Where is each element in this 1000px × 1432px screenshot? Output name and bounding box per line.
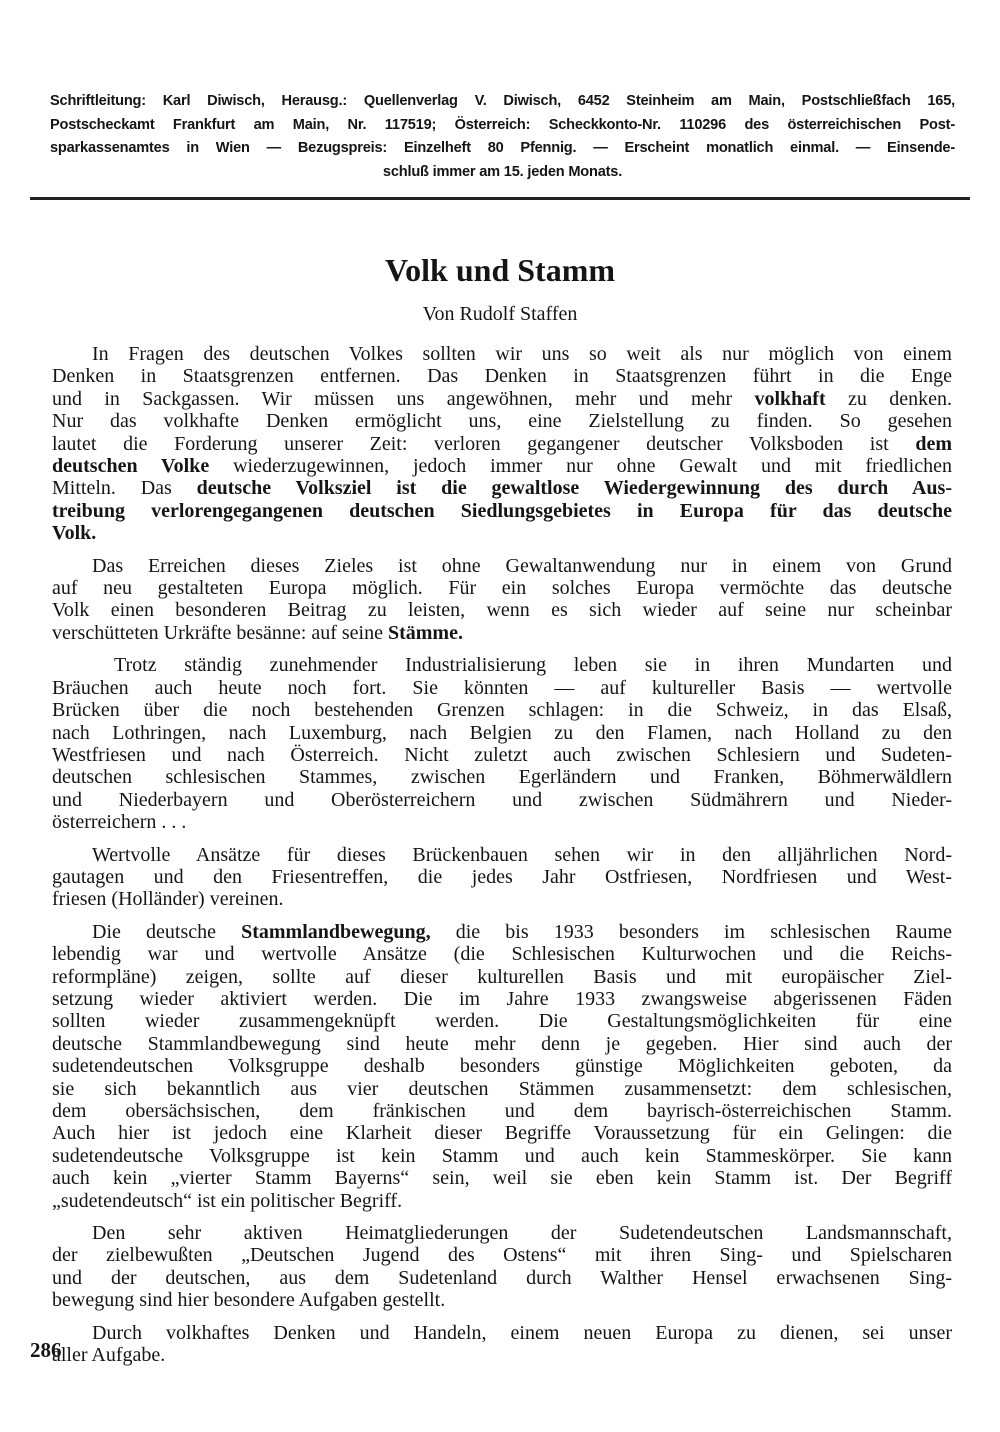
paragraph: [52, 1322, 952, 1367]
text-line: sollten wieder zusammengeknüpft werden. Die Gestaltungsmöglichkeiten für eine: [52, 1010, 952, 1033]
article-body: [52, 343, 952, 1376]
text-line: deutsche Stammlandbewegung sind heute mehr denn je gegeben. Hier sind auch der: [52, 1032, 952, 1055]
text-line: der zielbewußten „Deutschen Jugend des Ostens“ mit ihren Sing- und Spielscharen: [52, 1244, 952, 1267]
imprint-line: Postscheckamt Frankfurt am Main, Nr. 117519; Österreich: Scheckkonto-Nr. 110296 des österreichischen Post-: [50, 116, 955, 133]
masthead-imprint: [50, 90, 955, 184]
article-byline: Von Rudolf Staffen: [422, 303, 578, 325]
text-line: sudetendeutsche Volksgruppe ist kein Stamm und auch kein Stammeskörper. Sie kann: [52, 1144, 952, 1167]
text-line: Nur das volkhafte Denken ermöglicht uns, eine Zielstellung zu finden. So gesehen: [52, 410, 952, 433]
text-line: auf neu gestalteten Europa möglich. Für ein solches Europa vermöchte das deutsche: [52, 577, 952, 600]
text-line: lebendig war und wertvolle Ansätze (die Schlesischen Kulturwochen und die Reichs-: [52, 943, 952, 966]
text-line: [52, 500, 952, 522]
text-line: aller Aufgabe.: [52, 1344, 166, 1367]
text-line: Den sehr aktiven Heimatgliederungen der Sudetendeutschen Landsmannschaft,: [92, 1222, 952, 1245]
article-title: Volk und Stamm: [384, 252, 615, 288]
imprint-line: sparkassenamtes in Wien — Bezugspreis: Einzelheft 80 Pfennig. — Erscheint monatlich einmal. — Einsende-: [50, 140, 955, 156]
imprint-line: Schriftleitung: Karl Diwisch, Herausg.: Quellenverlag V. Diwisch, 6452 Steinheim am Main, Postschließfach 165,: [50, 93, 955, 109]
text-line: Trotz ständig zunehmender Industrialisierung leben sie in ihren Mundarten und: [114, 654, 952, 677]
text-line: österreichern . . .: [52, 811, 187, 834]
text-line: sie sich bekanntlich aus vier deutschen Stämmen zusammensetzt: dem schlesischen,: [52, 1077, 952, 1100]
emphasized-text: treibung verlorengegangenen deutschen Siedlungsgebietes in Europa für das deutsche: [52, 499, 952, 522]
text-line: In Fragen des deutschen Volkes sollten wir uns so weit als nur möglich von einem: [92, 343, 952, 365]
text-line: [52, 921, 952, 943]
text-line: und Niederbayern und Oberösterreichern und zwischen Südmährern und Nieder-: [52, 788, 952, 811]
page-number: 286: [30, 1338, 62, 1362]
text-line: Durch volkhaftes Denken und Handeln, einem neuen Europa zu dienen, sei unser: [92, 1321, 952, 1344]
text-line: deutschen schlesischen Stammes, zwischen Egerländern und Franken, Böhmerwäldlern: [52, 766, 952, 789]
text-line: [52, 388, 952, 410]
text-line: und der deutschen, aus dem Sudetenland durch Walther Hensel erwachsenen Sing-: [52, 1266, 952, 1289]
imprint-line: schluß immer am 15. jeden Monats.: [382, 163, 623, 180]
text-run: zu denken.: [825, 387, 952, 410]
text-line: gautagen und den Friesentreffen, die jedes Jahr Ostfriesen, Nordfriesen und West-: [52, 865, 952, 888]
emphasized-text: Stämme.: [387, 621, 463, 644]
text-line: Westfriesen und nach Österreich. Nicht zuletzt auch zwischen Schlesiern und Sudeten-: [52, 743, 952, 766]
text-line: Denken in Staatsgrenzen entfernen. Das Denken in Staatsgrenzen führt in die Enge: [52, 365, 952, 388]
text-run: Mitteln. Das: [52, 477, 197, 500]
emphasized-text: deutschen Volke: [52, 455, 210, 478]
text-line: [52, 477, 952, 499]
text-line: nach Lothringen, nach Luxemburg, nach Belgien zu den Flamen, nach Holland zu den: [52, 721, 952, 744]
emphasized-text: Volk.: [52, 522, 97, 545]
emphasized-text: volkhaft: [754, 387, 826, 410]
paragraph: [52, 1222, 952, 1312]
paragraph: [52, 654, 952, 833]
text-line: auch kein „vierter Stamm Bayerns“ sein, weil sie eben kein Stamm ist. Der Begriff: [52, 1167, 952, 1190]
text-line: Wertvolle Ansätze für dieses Brückenbauen sehen wir in den alljährlichen Nord-: [92, 843, 952, 866]
text-line: Das Erreichen dieses Zieles ist ohne Gewaltanwendung nur in einem von Grund: [92, 554, 952, 577]
text-line: „sudetendeutsch“ ist ein politischer Begriff.: [52, 1189, 403, 1212]
text-line: [52, 455, 952, 477]
text-line: [52, 433, 952, 455]
emphasized-text: deutsche Volksziel ist die gewaltlose Wiedergewinnung des durch Aus-: [196, 477, 952, 500]
text-line: bewegung sind hier besondere Aufgaben gestellt.: [52, 1289, 446, 1312]
text-run: verschütteten Urkräfte besänne: auf seine: [52, 621, 388, 644]
paragraph: [52, 844, 952, 911]
text-line: [52, 622, 952, 644]
text-line: reformpläne) zeigen, sollte auf dieser kulturellen Basis und mit europäischer Ziel-: [52, 965, 952, 988]
text-run: die bis 1933 besonders im schlesischen Raume: [430, 920, 952, 943]
text-line: Bräuchen auch heute noch fort. Sie könnten — auf kultureller Basis — wertvolle: [52, 676, 952, 699]
emphasized-text: Stammlandbewegung,: [241, 920, 431, 943]
text-line: Volk einen besonderen Beitrag zu leisten, wenn es sich wieder auf seine nur scheinbar: [52, 599, 952, 622]
emphasized-text: dem: [915, 432, 952, 455]
text-run: wiederzugewinnen, jedoch immer nur ohne Gewalt und mit friedlichen: [209, 455, 952, 478]
header-divider: [30, 197, 970, 200]
text-line: sudetendeutschen Volksgruppe deshalb besonders günstige Möglichkeiten geboten, da: [52, 1055, 952, 1078]
text-run: Die deutsche: [92, 920, 242, 943]
text-line: setzung wieder aktiviert werden. Die im Jahre 1933 zwangsweise abgerissenen Fäden: [52, 987, 952, 1010]
text-line: Auch hier ist jedoch eine Klarheit dieser Begriffe Voraussetzung für ein Gelingen: die: [52, 1122, 952, 1145]
text-line: Brücken über die noch bestehenden Grenzen schlagen: in die Schweiz, in das Elsaß,: [52, 699, 952, 722]
text-line: friesen (Holländer) vereinen.: [52, 888, 284, 911]
paragraph: [52, 343, 952, 545]
text-line: dem obersächsischen, dem fränkischen und dem bayrisch-österreichischen Stamm.: [52, 1100, 952, 1122]
text-line: [52, 522, 952, 544]
paragraph: [52, 921, 952, 1212]
text-run: und in Sackgassen. Wir müssen uns angewöhnen, mehr und mehr: [52, 387, 755, 410]
text-run: lautet die Forderung unserer Zeit: verloren gegangener deutscher Volksboden ist: [52, 432, 916, 455]
paragraph: [52, 555, 952, 645]
